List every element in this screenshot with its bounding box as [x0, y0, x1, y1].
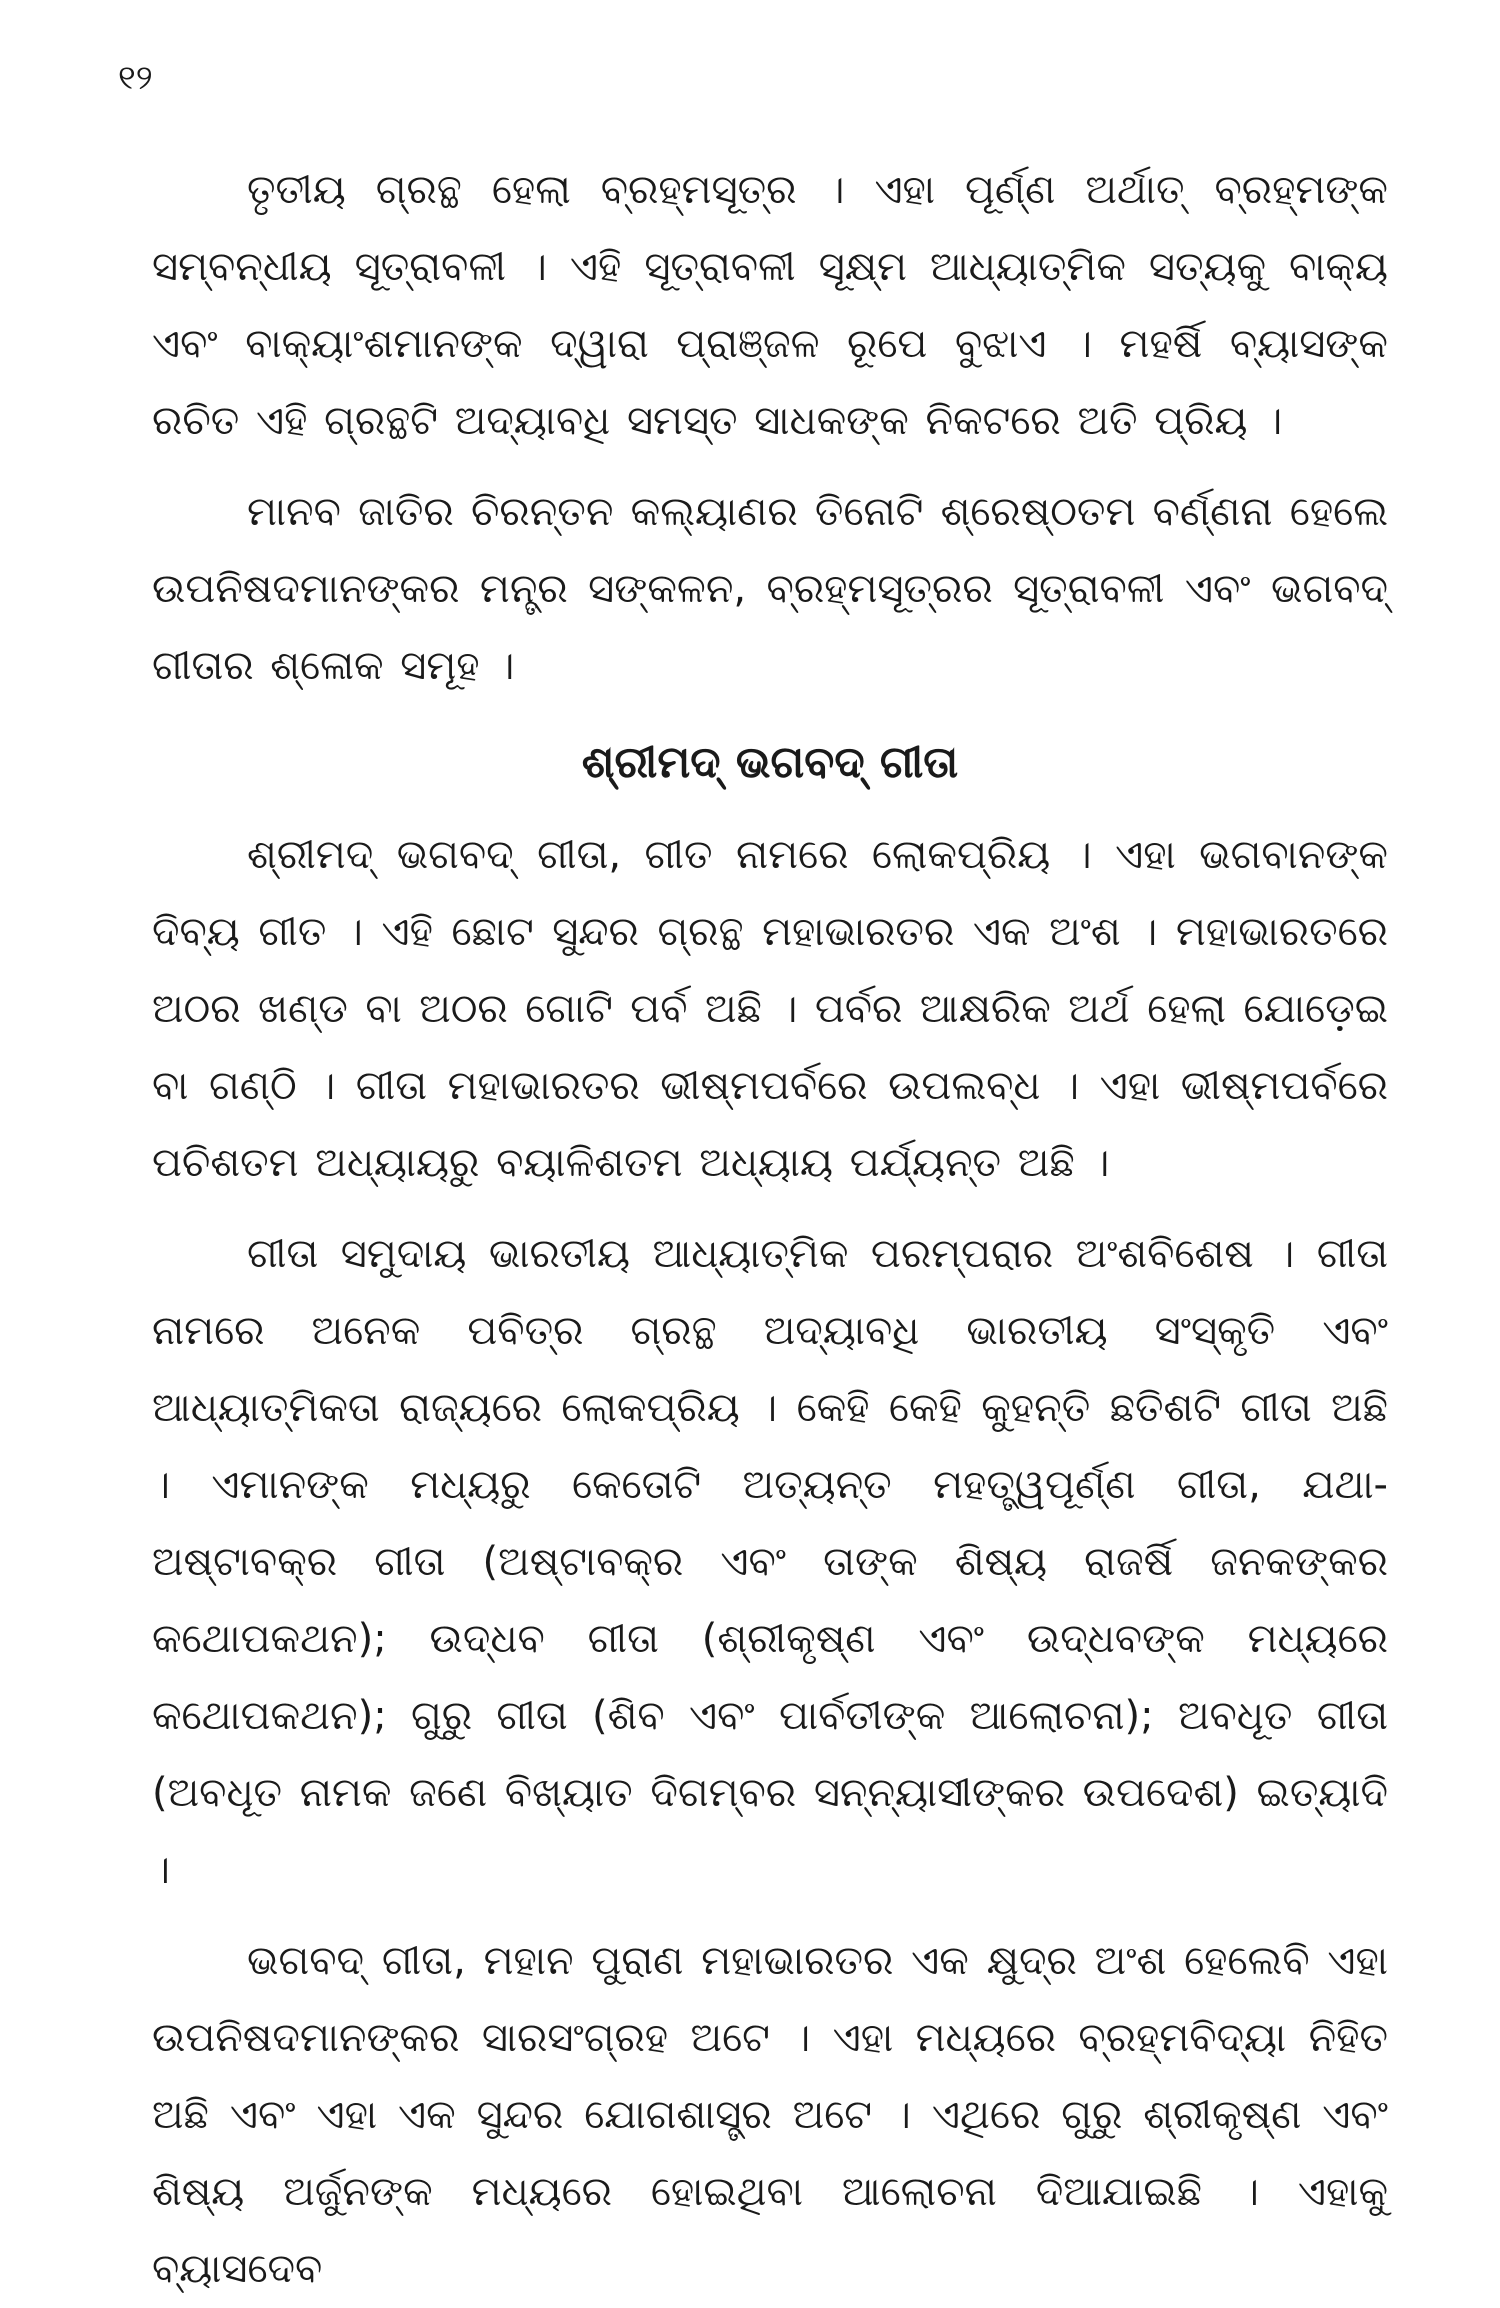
paragraph: ତୃତୀୟ ଗ୍ରନ୍ଥ ହେଲା ବ୍ରହ୍ମସୂତ୍ର । ଏହା ପୂର୍ଣ୍ଣ ଅର୍ଥାତ୍ ବ୍ରହ୍ମଙ୍କ ସମ୍ବନ୍ଧୀୟ ସୂତ୍ରାବଳୀ । ଏହି ସୂତ୍ରାବଳୀ ସୂକ୍ଷ୍ମ ଆଧ୍ୟାତ୍ମିକ ସତ୍ୟକୁ ବାକ୍ୟ ଏବଂ ବାକ୍ୟାଂଶମାନଙ୍କ ଦ୍ୱାରା ପ୍ରାଞ୍ଜଳ ରୂପେ ବୁଝାଏ । ମହର୍ଷି ବ୍ୟାସଙ୍କ ରଚିତ ଏହି ଗ୍ରନ୍ଥଟି ଅଦ୍ୟାବଧି ସମସ୍ତ ସାଧକଙ୍କ ନିକଟରେ ଅତି ପ୍ରିୟ । [152, 167, 1388, 444]
paragraph: ଭଗବଦ୍ ଗୀତା, ମହାନ ପୁରାଣ ମହାଭାରତର ଏକ କ୍ଷୁଦ୍ର ଅଂଶ ହେଲେବି ଏହା ଉପନିଷଦମାନଙ୍କର ସାରସଂଗ୍ରହ ଅଟେ । ଏହା ମଧ୍ୟରେ ବ୍ରହ୍ମବିଦ୍ୟା ନିହିତ ଅଛି ଏବଂ ଏହା ଏକ ସୁନ୍ଦର ଯୋଗଶାସ୍ତ୍ର ଅଟେ । ଏଥିରେ ଗୁରୁ ଶ୍ରୀକୃଷ୍ଣ ଏବଂ ଶିଷ୍ୟ ଅର୍ଜୁନଙ୍କ ମଧ୍ୟରେ ହୋଇଥିବା ଆଲୋଚନା ଦିଆଯାଇଛି । ଏହାକୁ ବ୍ୟାସଦେବ [152, 1938, 1388, 2292]
paragraph: ଶ୍ରୀମଦ୍ ଭଗବଦ୍ ଗୀତା, ଗୀତ ନାମରେ ଲୋକପ୍ରିୟ । ଏହା ଭଗବାନଙ୍କ ଦିବ୍ୟ ଗୀତ । ଏହି ଛୋଟ ସୁନ୍ଦର ଗ୍ରନ୍ଥ ମହାଭାରତର ଏକ ଅଂଶ । ମହାଭାରତରେ ଅଠର ଖଣ୍ଡ ବା ଅଠର ଗୋଟି ପର୍ବ ଅଛି । ପର୍ବର ଆକ୍ଷରିକ ଅର୍ଥ ହେଲା ଯୋଡ଼େଇ ବା ଗଣ୍ଠି । ଗୀତା ମହାଭାରତର ଭୀଷ୍ମପର୍ବରେ ଉପଲବ୍ଧ । ଏହା ଭୀଷ୍ମପର୍ବରେ ପଚିଶତମ ଅଧ୍ୟାୟରୁ ବୟାଳିଶତମ ଅଧ୍ୟାୟ ପର୍ଯ୍ୟନ୍ତ ଅଛି । [152, 832, 1388, 1186]
page-number: ୧୨ [118, 58, 153, 98]
paragraph: ଗୀତା ସମୁଦାୟ ଭାରତୀୟ ଆଧ୍ୟାତ୍ମିକ ପରମ୍ପରାର ଅଂଶବିଶେଷ । ଗୀତା ନାମରେ ଅନେକ ପବିତ୍ର ଗ୍ରନ୍ଥ ଅଦ୍ୟାବଧି ଭାରତୀୟ ସଂସ୍କୃତି ଏବଂ ଆଧ୍ୟାତ୍ମିକତା ରାଜ୍ୟରେ ଲୋକପ୍ରିୟ । କେହି କେହି କୁହନ୍ତି ଛତିଶଟି ଗୀତା ଅଛି । ଏମାନଙ୍କ ମଧ୍ୟରୁ କେତୋଟି ଅତ୍ୟନ୍ତ ମହତ୍ତ୍ୱପୂର୍ଣ୍ଣ ଗୀତା, ଯଥା- ଅଷ୍ଟାବକ୍ର ଗୀତା (ଅଷ୍ଟାବକ୍ର ଏବଂ ତାଙ୍କ ଶିଷ୍ୟ ରାଜର୍ଷି ଜନକଙ୍କର କଥୋପକଥନ); ଉଦ୍ଧବ ଗୀତା (ଶ୍ରୀକୃଷ୍ଣ ଏବଂ ଉଦ୍ଧବଙ୍କ ମଧ୍ୟରେ କଥୋପକଥନ); ଗୁରୁ ଗୀତା (ଶିବ ଏବଂ ପାର୍ବତୀଙ୍କ ଆଲୋଚନା); ଅବଧୂତ ଗୀତା (ଅବଧୂତ ନାମକ ଜଣେ ବିଖ୍ୟାତ ଦିଗମ୍ବର ସନ୍ନ୍ୟାସୀଙ୍କର ଉପଦେଶ) ଇତ୍ୟାଦି । [152, 1231, 1388, 1893]
section-heading: ଶ୍ରୀମଦ୍ ଭଗବଦ୍ ଗୀତା [581, 737, 959, 788]
body-text [152, 152, 1388, 2308]
paragraph: ମାନବ ଜାତିର ଚିରନ୍ତନ କଲ୍ୟାଣର ତିନୋଟି ଶ୍ରେଷ୍ଠତମ ବର୍ଣ୍ଣନା ହେଲେ ଉପନିଷଦମାନଙ୍କର ମନ୍ତ୍ର ସଙ୍କଳନ, ବ୍ରହ୍ମସୂତ୍ରର ସୂତ୍ରାବଳୀ ଏବଂ ଭଗବଦ୍ ଗୀତାର ଶ୍ଳୋକ ସମୂହ । [152, 489, 1388, 689]
